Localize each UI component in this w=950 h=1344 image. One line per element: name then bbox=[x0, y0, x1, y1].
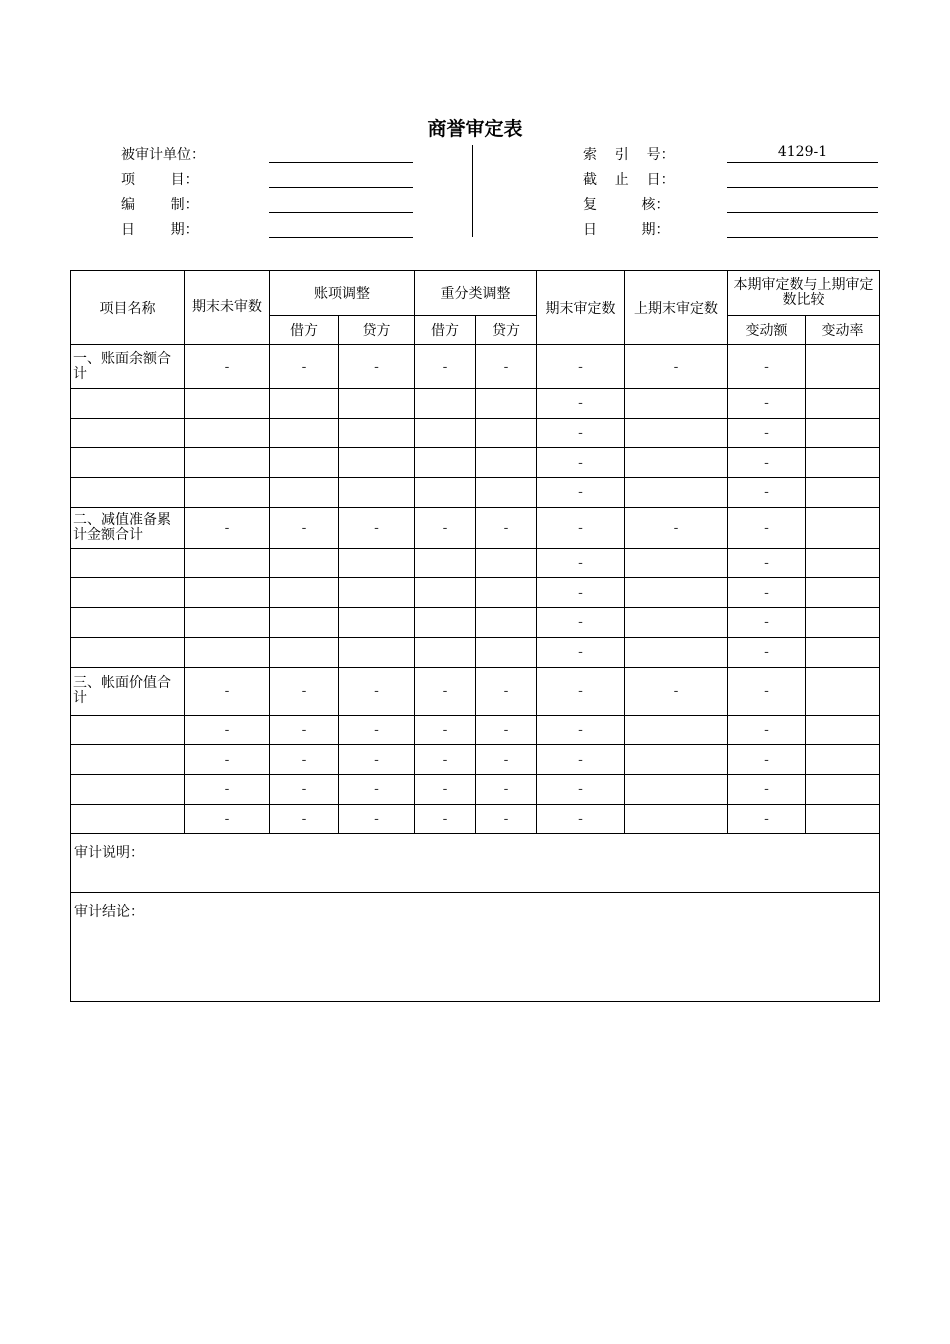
table-section-row bbox=[71, 507, 880, 548]
table-cell[interactable]: - bbox=[728, 667, 806, 715]
table-cell[interactable] bbox=[476, 578, 537, 608]
table-cell[interactable]: - bbox=[728, 548, 806, 578]
table-row bbox=[71, 608, 880, 638]
table-row bbox=[71, 478, 880, 508]
table-cell[interactable] bbox=[806, 774, 880, 804]
table-cell[interactable]: - bbox=[270, 745, 339, 775]
table-section-row bbox=[71, 345, 880, 389]
table-cell[interactable] bbox=[415, 578, 476, 608]
table-cell[interactable] bbox=[625, 715, 728, 745]
table-cell[interactable]: - bbox=[728, 507, 806, 548]
header-change-amount: 变动额 bbox=[728, 316, 806, 345]
table-cell[interactable] bbox=[185, 418, 270, 448]
prepare-date-field[interactable] bbox=[269, 237, 413, 238]
table-cell[interactable] bbox=[625, 804, 728, 834]
table-cell[interactable]: - bbox=[415, 804, 476, 834]
row-name-cell[interactable] bbox=[71, 637, 185, 667]
table-cell[interactable]: - bbox=[185, 715, 270, 745]
table-cell[interactable] bbox=[415, 548, 476, 578]
review-date-field[interactable] bbox=[727, 237, 878, 238]
goodwill-audit-table bbox=[70, 270, 880, 1002]
table-cell[interactable]: - bbox=[537, 418, 625, 448]
table-cell[interactable]: - bbox=[728, 389, 806, 419]
table-cell[interactable]: - bbox=[625, 507, 728, 548]
table-cell[interactable] bbox=[185, 478, 270, 508]
header-account-credit: 贷方 bbox=[339, 316, 415, 345]
table-row bbox=[71, 548, 880, 578]
index-field[interactable] bbox=[727, 162, 878, 163]
table-cell[interactable] bbox=[476, 637, 537, 667]
index-value: 4129-1 bbox=[777, 144, 828, 160]
table-cell[interactable]: - bbox=[339, 774, 415, 804]
table-cell[interactable] bbox=[339, 548, 415, 578]
table-cell[interactable] bbox=[185, 448, 270, 478]
table-row bbox=[71, 448, 880, 478]
table-cell[interactable] bbox=[185, 389, 270, 419]
table-cell[interactable]: - bbox=[415, 774, 476, 804]
table-cell[interactable] bbox=[339, 637, 415, 667]
table-cell[interactable] bbox=[476, 448, 537, 478]
table-cell[interactable]: - bbox=[339, 667, 415, 715]
audit-notes[interactable]: 审计说明： bbox=[71, 834, 880, 893]
table-cell[interactable] bbox=[625, 478, 728, 508]
table-cell[interactable]: - bbox=[728, 478, 806, 508]
table-cell[interactable] bbox=[270, 548, 339, 578]
table-cell[interactable] bbox=[339, 448, 415, 478]
header-reclass-credit: 贷方 bbox=[476, 316, 537, 345]
table-cell[interactable] bbox=[185, 578, 270, 608]
header-change-rate: 变动率 bbox=[806, 316, 880, 345]
table-cell[interactable] bbox=[270, 448, 339, 478]
table-cell[interactable]: - bbox=[270, 345, 339, 389]
table-cell[interactable]: - bbox=[728, 578, 806, 608]
table-cell[interactable]: - bbox=[415, 715, 476, 745]
table-cell[interactable]: - bbox=[415, 745, 476, 775]
table-cell[interactable] bbox=[625, 548, 728, 578]
table-cell[interactable] bbox=[806, 418, 880, 448]
table-cell[interactable] bbox=[806, 478, 880, 508]
row-name-cell[interactable] bbox=[71, 389, 185, 419]
cutoff-date-label: 截 止 日： bbox=[583, 172, 675, 188]
reviewer-label: 复 核： bbox=[583, 197, 670, 213]
table-row bbox=[71, 389, 880, 419]
row-name-cell[interactable]: 二、减值准备累计金额合计 bbox=[71, 507, 185, 548]
table-cell[interactable] bbox=[625, 578, 728, 608]
table-cell[interactable] bbox=[476, 548, 537, 578]
table-cell[interactable]: - bbox=[728, 608, 806, 638]
table-cell[interactable] bbox=[270, 478, 339, 508]
table-cell[interactable]: - bbox=[339, 804, 415, 834]
table-cell[interactable]: - bbox=[339, 745, 415, 775]
table-cell[interactable]: - bbox=[625, 667, 728, 715]
table-cell[interactable] bbox=[415, 418, 476, 448]
table-cell[interactable]: - bbox=[537, 345, 625, 389]
table-cell[interactable] bbox=[806, 507, 880, 548]
table-cell[interactable] bbox=[806, 608, 880, 638]
table-cell[interactable]: - bbox=[339, 345, 415, 389]
table-cell[interactable]: - bbox=[728, 448, 806, 478]
table-cell[interactable] bbox=[625, 774, 728, 804]
table-cell[interactable]: - bbox=[415, 345, 476, 389]
row-name-cell[interactable] bbox=[71, 774, 185, 804]
table-cell[interactable] bbox=[415, 637, 476, 667]
project-field[interactable] bbox=[269, 187, 413, 188]
table-cell[interactable] bbox=[806, 448, 880, 478]
table-cell[interactable] bbox=[339, 578, 415, 608]
row-name-cell[interactable] bbox=[71, 548, 185, 578]
auditee-label: 被审计单位： bbox=[121, 147, 205, 163]
table-cell[interactable] bbox=[339, 478, 415, 508]
table-cell[interactable] bbox=[806, 745, 880, 775]
table-cell[interactable]: - bbox=[728, 745, 806, 775]
table-cell[interactable] bbox=[625, 418, 728, 448]
table-cell[interactable]: - bbox=[185, 667, 270, 715]
table-cell[interactable] bbox=[806, 578, 880, 608]
row-name-cell[interactable] bbox=[71, 448, 185, 478]
table-cell[interactable] bbox=[415, 608, 476, 638]
reviewer-field[interactable] bbox=[727, 212, 878, 213]
table-cell[interactable] bbox=[476, 478, 537, 508]
row-name-cell[interactable]: 三、帐面价值合计 bbox=[71, 667, 185, 715]
table-cell[interactable]: - bbox=[476, 804, 537, 834]
table-cell[interactable] bbox=[806, 345, 880, 389]
header-account-debit: 借方 bbox=[270, 316, 339, 345]
preparer-label: 编 制： bbox=[121, 197, 199, 213]
table-cell[interactable]: - bbox=[185, 774, 270, 804]
table-cell[interactable] bbox=[339, 418, 415, 448]
header-reclass-debit: 借方 bbox=[415, 316, 476, 345]
table-cell[interactable] bbox=[270, 637, 339, 667]
table-section-row bbox=[71, 667, 880, 715]
table-cell[interactable] bbox=[806, 715, 880, 745]
table-cell[interactable]: - bbox=[476, 667, 537, 715]
header-divider bbox=[472, 145, 473, 237]
table-cell[interactable]: - bbox=[415, 507, 476, 548]
table-cell[interactable]: - bbox=[476, 507, 537, 548]
table-cell[interactable]: - bbox=[339, 715, 415, 745]
table-cell[interactable]: - bbox=[537, 448, 625, 478]
table-cell[interactable]: - bbox=[415, 667, 476, 715]
table-cell[interactable] bbox=[270, 578, 339, 608]
page-title: 商誉审定表 bbox=[427, 118, 523, 140]
table-cell[interactable] bbox=[415, 389, 476, 419]
table-row bbox=[71, 715, 880, 745]
table-cell[interactable]: - bbox=[625, 345, 728, 389]
table-cell[interactable]: - bbox=[270, 804, 339, 834]
table-cell[interactable]: - bbox=[537, 745, 625, 775]
row-name-cell[interactable] bbox=[71, 578, 185, 608]
table-cell[interactable]: - bbox=[537, 667, 625, 715]
prepare-date-label: 日 期： bbox=[121, 222, 199, 238]
table-cell[interactable] bbox=[625, 448, 728, 478]
table-cell[interactable]: - bbox=[728, 418, 806, 448]
table-cell[interactable]: - bbox=[270, 667, 339, 715]
table-cell[interactable]: - bbox=[537, 608, 625, 638]
table-cell[interactable]: - bbox=[185, 345, 270, 389]
table-cell[interactable] bbox=[270, 389, 339, 419]
table-cell[interactable]: - bbox=[537, 804, 625, 834]
header-end-audited: 期末审定数 bbox=[537, 271, 625, 345]
row-name-cell[interactable] bbox=[71, 418, 185, 448]
row-name-cell[interactable] bbox=[71, 608, 185, 638]
table-cell[interactable] bbox=[185, 608, 270, 638]
review-date-label: 日 期： bbox=[583, 222, 670, 238]
table-cell[interactable]: - bbox=[476, 715, 537, 745]
project-label: 项 目： bbox=[121, 172, 199, 188]
table-cell[interactable] bbox=[415, 448, 476, 478]
table-cell[interactable] bbox=[476, 608, 537, 638]
table-cell[interactable] bbox=[625, 389, 728, 419]
row-name-cell[interactable] bbox=[71, 804, 185, 834]
header-item-name: 项目名称 bbox=[71, 271, 185, 345]
table-cell[interactable]: - bbox=[728, 715, 806, 745]
table-row bbox=[71, 804, 880, 834]
table-cell[interactable]: - bbox=[476, 345, 537, 389]
table-cell[interactable]: - bbox=[728, 804, 806, 834]
table-cell[interactable] bbox=[185, 637, 270, 667]
cutoff-date-field[interactable] bbox=[727, 187, 878, 188]
table-cell[interactable]: - bbox=[270, 715, 339, 745]
table-cell[interactable]: - bbox=[537, 389, 625, 419]
table-cell[interactable]: - bbox=[537, 774, 625, 804]
table-cell[interactable]: - bbox=[185, 507, 270, 548]
table-cell[interactable] bbox=[625, 637, 728, 667]
preparer-field[interactable] bbox=[269, 212, 413, 213]
table-cell[interactable]: - bbox=[476, 774, 537, 804]
header-comparison: 本期审定数与上期审定数比较 bbox=[728, 271, 880, 316]
table-row bbox=[71, 418, 880, 448]
table-cell[interactable]: - bbox=[270, 507, 339, 548]
table-cell[interactable] bbox=[806, 667, 880, 715]
table-cell[interactable] bbox=[625, 745, 728, 775]
table-cell[interactable] bbox=[806, 548, 880, 578]
table-cell[interactable]: - bbox=[537, 507, 625, 548]
table-cell[interactable] bbox=[476, 418, 537, 448]
row-name-cell[interactable] bbox=[71, 715, 185, 745]
audit-conclusion[interactable]: 审计结论： bbox=[71, 893, 880, 1002]
table-cell[interactable] bbox=[625, 608, 728, 638]
table-cell[interactable]: - bbox=[728, 345, 806, 389]
auditee-field[interactable] bbox=[269, 162, 413, 163]
table-cell[interactable] bbox=[415, 478, 476, 508]
table-cell[interactable] bbox=[339, 608, 415, 638]
table-cell[interactable] bbox=[476, 389, 537, 419]
table-cell[interactable] bbox=[339, 389, 415, 419]
table-cell[interactable]: - bbox=[476, 745, 537, 775]
row-name-cell[interactable]: 一、账面余额合计 bbox=[71, 345, 185, 389]
table-cell[interactable]: - bbox=[537, 715, 625, 745]
row-name-cell[interactable] bbox=[71, 745, 185, 775]
table-cell[interactable]: - bbox=[728, 637, 806, 667]
table-cell[interactable] bbox=[806, 637, 880, 667]
table-row bbox=[71, 578, 880, 608]
table-cell[interactable]: - bbox=[537, 637, 625, 667]
row-name-cell[interactable] bbox=[71, 478, 185, 508]
header-prior-audited: 上期末审定数 bbox=[625, 271, 728, 345]
table-row bbox=[71, 774, 880, 804]
table-cell[interactable] bbox=[270, 418, 339, 448]
table-cell[interactable]: - bbox=[728, 774, 806, 804]
table-cell[interactable]: - bbox=[185, 745, 270, 775]
table-row bbox=[71, 745, 880, 775]
table-cell[interactable]: - bbox=[185, 804, 270, 834]
header-account-adjust: 账项调整 bbox=[270, 271, 415, 316]
header-reclass-adjust: 重分类调整 bbox=[415, 271, 537, 316]
table-cell[interactable]: - bbox=[537, 578, 625, 608]
table-cell[interactable] bbox=[270, 608, 339, 638]
table-cell[interactable]: - bbox=[537, 478, 625, 508]
table-cell[interactable] bbox=[185, 548, 270, 578]
table-cell[interactable] bbox=[806, 389, 880, 419]
index-label: 索 引 号： bbox=[583, 147, 675, 163]
table-cell[interactable] bbox=[806, 804, 880, 834]
header-end-unaudited: 期末未审数 bbox=[185, 271, 270, 345]
table-cell[interactable]: - bbox=[270, 774, 339, 804]
table-cell[interactable]: - bbox=[537, 548, 625, 578]
table-cell[interactable]: - bbox=[339, 507, 415, 548]
table-row bbox=[71, 637, 880, 667]
